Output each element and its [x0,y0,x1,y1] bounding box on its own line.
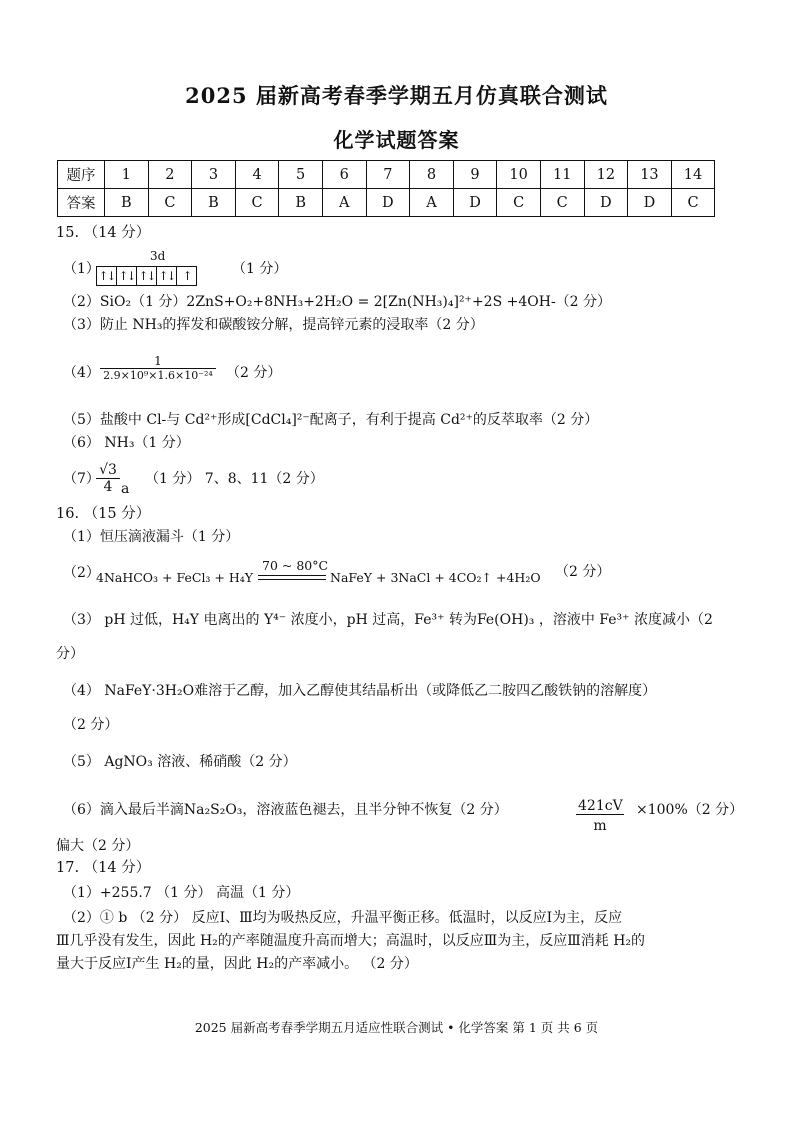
question-number: 9 [453,161,497,189]
answer-cell: C [497,189,541,217]
question-number: 6 [322,161,366,189]
question-number: 2 [148,161,192,189]
fraction-denominator: 4 [103,479,113,495]
orbital-box: ↑↓ [117,267,137,285]
q15-part3: （3）防止 NH₃的挥发和碳酸铵分解，提高锌元素的浸取率（2 分） [63,317,484,333]
answer-cell: B [105,189,149,217]
q15-part7-rest: （1 分） 7、8、11（2 分） [145,471,324,487]
q17-heading: 17. （14 分） [56,860,151,876]
q15-part4-fraction [100,354,216,382]
q15-part7-label: （7） [63,471,100,487]
answer-cell: D [628,189,672,217]
q16-part6-fraction [576,798,624,834]
fraction-numerator: 1 [100,354,216,369]
question-number: 12 [584,161,628,189]
question-number: 4 [235,161,279,189]
q15-part6: （6） NH₃（1 分） [63,435,190,451]
page-footer: 2025 届新高考春季学期五月适应性联合测试 • 化学答案 第 1 页 共 6 页 [194,1020,599,1035]
answer-cell: A [322,189,366,217]
orbital-box: ↑↓ [137,267,157,285]
fraction-numerator: √3 [96,462,120,479]
answer-cell: C [235,189,279,217]
q17-part2-line3: 量大于反应Ⅰ产生 H₂的量，因此 H₂的产率减小。 （2 分） [56,956,418,972]
q16-part2-score: （2 分） [555,564,611,580]
question-number: 13 [628,161,672,189]
q16-part6-tail: ×100%（2 分） [636,802,744,818]
q15-part7-variable: a [121,481,130,497]
q16-part3-line1: （3） pH 过低，H₄Y 电离出的 Y⁴⁻ 浓度小，pH 过高，Fe³⁺ 转为Fe(OH)₃ ，溶液中 Fe³⁺ 浓度减小（2 [63,612,713,628]
answer-cell: B [279,189,323,217]
question-number: 10 [497,161,541,189]
q16-part2-label: （2） [63,565,100,581]
q16-part6-line2: 偏大（2 分） [56,838,140,854]
answer-cell: C [671,189,715,217]
answer-cell: D [584,189,628,217]
page-subtitle: 化学试题答案 [333,128,460,152]
question-number: 14 [671,161,715,189]
orbital-box: ↑ [182,269,191,283]
answer-cell: A [410,189,454,217]
q16-part4-line2: （2 分） [63,717,119,733]
q16-part2-right: NaFeY + 3NaCl + 4CO₂↑ +4H₂O [330,570,541,585]
q17-part2-line1: （2）① b （2 分） 反应Ⅰ、Ⅲ均为吸热反应，升温平衡正移。低温时，以反应Ⅰ为主，反应 [63,910,623,926]
q16-part2-left: 4NaHCO₃ + FeCl₃ + H₄Y [96,570,254,585]
answer-cell: D [453,189,497,217]
question-number: 3 [192,161,236,189]
q15-part4-score: （2 分） [226,365,282,381]
answer-cell: C [540,189,584,217]
question-number: 7 [366,161,410,189]
answer-cell: D [366,189,410,217]
orbital-box: ↑↓ [157,267,177,285]
question-number: 5 [279,161,323,189]
q15-heading: 15. （14 分） [56,225,151,241]
q16-part1: （1）恒压滴液漏斗（1 分） [63,529,240,545]
q16-heading: 16. （15 分） [56,506,151,522]
q15-part1-label: （1） [63,261,100,277]
q16-part5: （5） AgNO₃ 溶液、稀硝酸（2 分） [63,754,297,770]
answer-cell: B [192,189,236,217]
table-answer-label: 答案 [58,189,105,217]
fraction-numerator: 421cV [578,798,623,814]
question-number: 11 [540,161,584,189]
answer-table-header-row [58,161,715,189]
fraction-denominator: m [593,818,607,834]
orbital-box: ↑↓ [97,267,117,285]
question-number: 1 [105,161,149,189]
fraction-denominator: 2.9×10⁹×1.6×10⁻²⁴ [103,369,213,382]
q16-part6: （6）滴入最后半滴Na₂S₂O₃，溶液蓝色褪去，且半分钟不恢复（2 分） [63,802,508,818]
q15-part7-fraction [96,462,120,495]
answer-table-answer-row [58,189,715,217]
q16-part3-line2: 分） [56,646,84,662]
q15-part5: （5）盐酸中 Cl-与 Cd²⁺形成[CdCl₄]²⁻配离子，有利于提高 Cd²⁺的反萃取率（2 分） [63,412,599,428]
q17-part1: （1）+255.7 （1 分） 高温（1 分） [63,885,300,901]
orbital-diagram [96,266,197,286]
reaction-condition: 70 ~ 80°C [262,558,329,573]
answer-cell: C [148,189,192,217]
page-title: 2025 届新高考春季学期五月仿真联合测试 [185,83,608,108]
question-number: 8 [410,161,454,189]
orbital-label: 3d [150,249,166,263]
q15-part1-score: （1 分） [232,261,288,277]
q15-part4-label: （4） [63,365,100,381]
q16-part4-line1: （4） NaFeY·3H₂O难溶于乙醇，加入乙醇使其结晶析出（或降低乙二胺四乙酸铁钠的溶解度） [63,683,657,699]
q17-part2-line2: Ⅲ几乎没有发生，因此 H₂的产率随温度升高而增大；高温时，以反应Ⅲ为主，反应Ⅲ消耗 H₂的 [56,933,646,949]
equals-sign [258,575,326,580]
table-header-label: 题序 [58,161,105,189]
q15-part2: （2）SiO₂（1 分）2ZnS+O₂+8NH₃+2H₂O = 2[Zn(NH₃)₄]²⁺+2S +4OH-（2 分） [63,294,612,310]
answer-table [57,160,715,217]
